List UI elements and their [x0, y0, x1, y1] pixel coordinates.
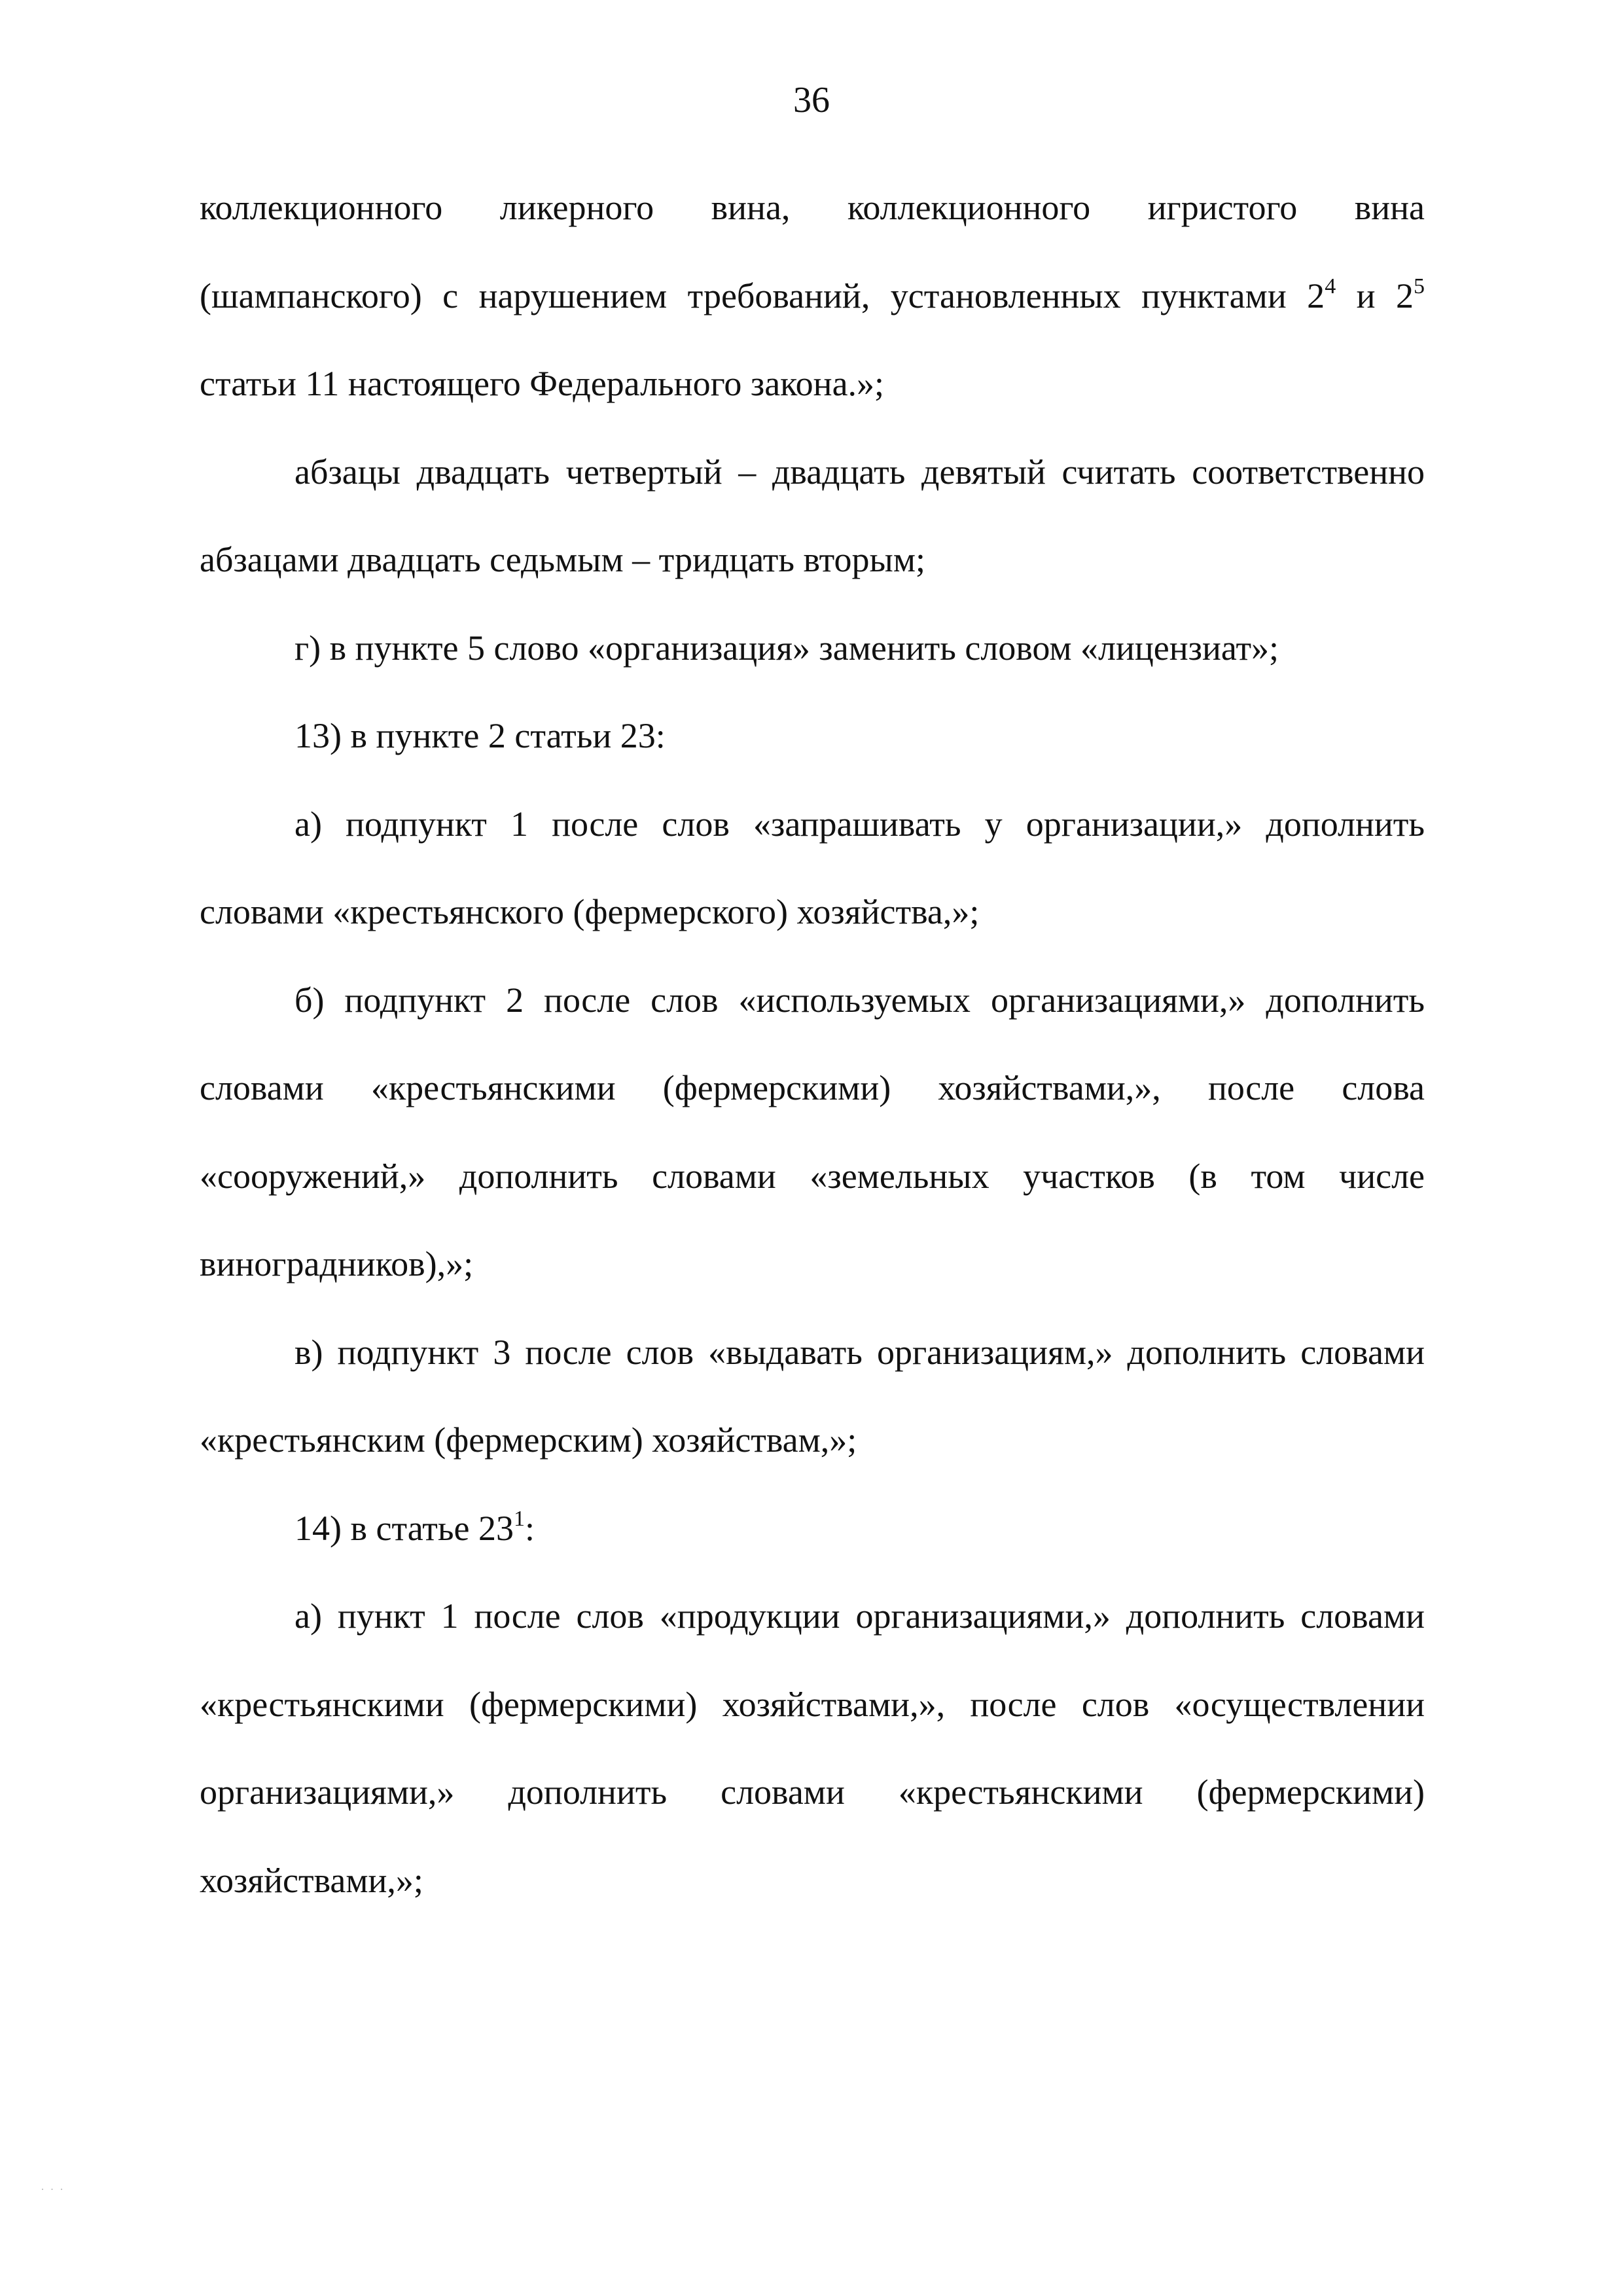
scan-margin-marks: · · ·	[41, 2183, 65, 2196]
superscript-index: 1	[513, 1506, 525, 1531]
paragraph-item-14	[200, 1484, 1425, 1573]
document-body	[200, 164, 1425, 1924]
paragraph-subitem-a: а) подпункт 1 после слов «запрашивать у организации,» дополнить словами «крестьянского (фермерского) хозяйства,»;	[200, 804, 1425, 931]
paragraph-text: коллекционного ликерного вина, коллекционного игристого вина	[200, 188, 1425, 227]
superscript-index: 4	[1325, 274, 1336, 298]
page-number: 36	[793, 80, 830, 120]
paragraph-text: 14) в статье 23	[294, 1508, 514, 1548]
paragraph-continuation-line-3	[200, 340, 1425, 428]
superscript-index: 5	[1414, 274, 1425, 298]
paragraph-subitem-b: б) подпункт 2 после слов «используемых организациями,» дополнить словами «крестьянскими (фермерскими) хозяйствами,», после слова «сооружений,» дополнить словами «земельных участков (в том числе виноградников),»;	[200, 980, 1425, 1283]
paragraph-continuation-line-1	[200, 164, 1425, 252]
paragraph-text: и 2	[1336, 276, 1414, 315]
paragraph-item-13: 13) в пункте 2 статьи 23:	[294, 716, 666, 755]
paragraph-renumber: абзацы двадцать четвертый – двадцать девятый считать соответственно абзацами двадцать седьмым – тридцать вторым;	[200, 452, 1425, 579]
paragraph-continuation-line-2	[200, 252, 1425, 340]
paragraph-text: (шампанского) с нарушением требований, установленных пунктами 2	[200, 276, 1325, 315]
paragraph-text: :	[524, 1508, 535, 1548]
paragraph-subitem-v: в) подпункт 3 после слов «выдавать организациям,» дополнить словами «крестьянским (фермерским) хозяйствам,»;	[200, 1332, 1425, 1460]
paragraph-subitem-a-article-23-1: а) пункт 1 после слов «продукции организациями,» дополнить словами «крестьянскими (фермерскими) хозяйствами,», после слов «осуществлении организациями,» дополнить словами «крестьянскими (фермерскими) хозяйствами,»;	[200, 1596, 1425, 1900]
paragraph-text: статьи 11 настоящего Федерального закона.»;	[200, 364, 885, 403]
paragraph-item-g: г) в пункте 5 слово «организация» заменить словом «лицензиат»;	[294, 628, 1279, 668]
